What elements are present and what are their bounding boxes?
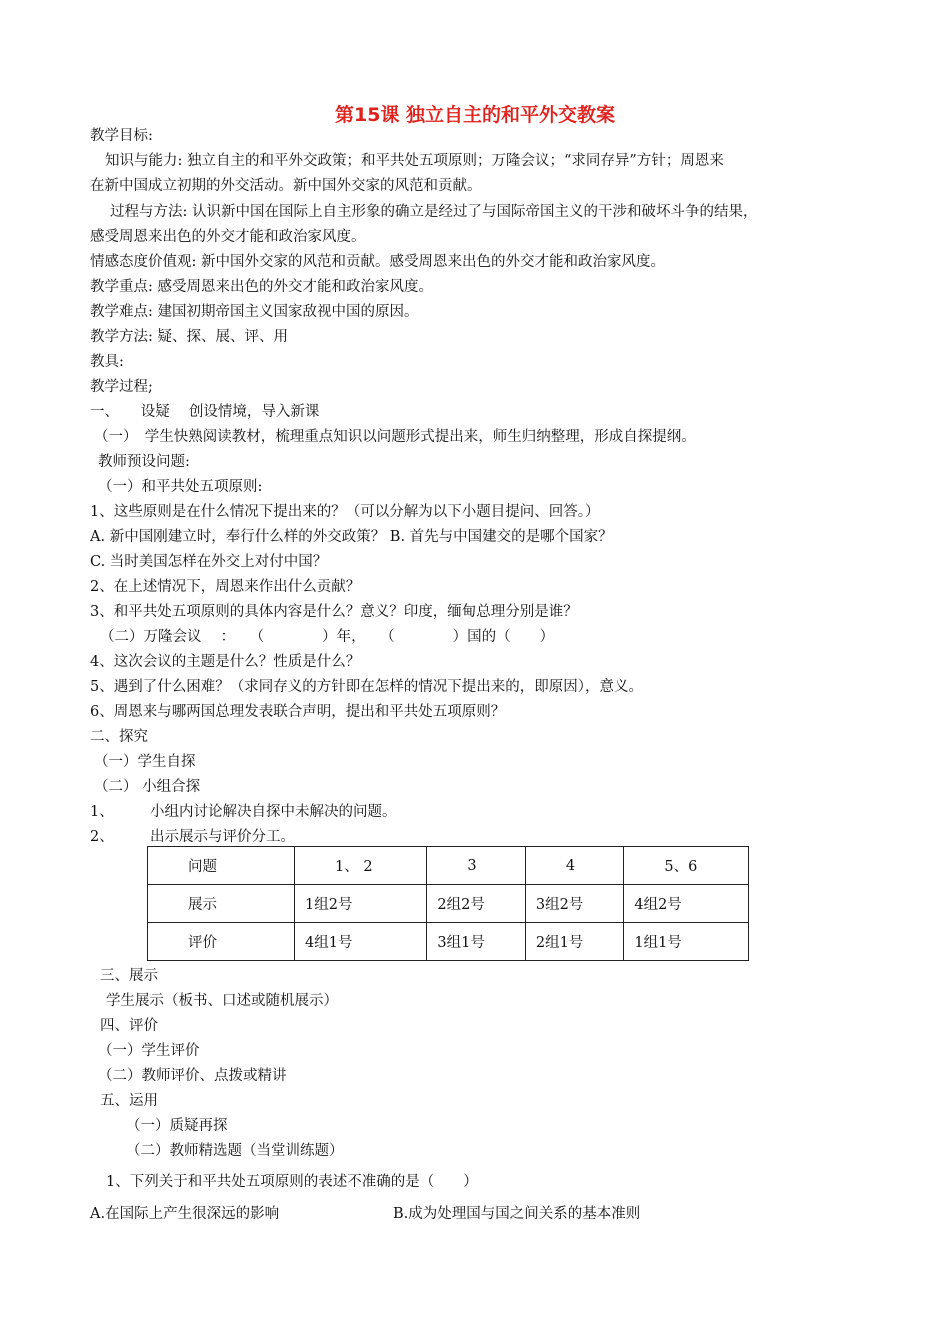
preset-questions: 教师预设问题: [98, 454, 190, 470]
table-cell: 1组1号 [624, 923, 749, 961]
question-1: 1、这些原则是在什么情况下提出来的？（可以分解为以下小题目提问、回答。） [90, 504, 600, 520]
section-4-heading: 四、评价 [100, 1018, 158, 1034]
section-1-heading: 一、 设疑 创设情境，导入新课 [90, 404, 320, 420]
teaching-method: 教学方法: 疑、探、展、评、用 [90, 329, 288, 345]
goals-heading: 教学目标: [90, 128, 153, 144]
section-2-group: （二） 小组合探 [94, 779, 201, 795]
goal-process: 过程与方法: 认识新中国在国际上自主形象的确立是经过了与国际帝国主义的干涉和破坏斗争的结果， [110, 204, 758, 220]
table-header-cell: 5、6 [624, 847, 749, 885]
question-5: 5、遇到了什么困难？（求同存义的方针即在怎样的情况下提出来的，即原因），意义。 [90, 679, 643, 695]
table-cell: 2组1号 [525, 923, 623, 961]
table-cell: 4组2号 [624, 885, 749, 923]
question-1-ab: A. 新中国刚建立时，奉行什么样的外交政策？ B. 首先与中国建交的是哪个国家？ [90, 529, 613, 545]
table-header-cell: 4 [525, 847, 623, 885]
table-header-cell: 问题 [148, 847, 295, 885]
section-2-item-1: 1、 小组内讨论解决自探中未解决的问题。 [90, 804, 397, 820]
section-5-exercises: （二）教师精选题（当堂训练题） [126, 1143, 344, 1159]
section-2-item-2: 2、 出示展示与评价分工。 [90, 829, 295, 845]
section-2-heading: 二、探究 [90, 729, 148, 745]
question-6: 6、周恩来与哪两国总理发表联合声明，提出和平共处五项原则？ [90, 704, 506, 720]
section-3-body: 学生展示（板书、口述或随机展示） [106, 993, 338, 1009]
goal-knowledge-cont: 在新中国成立初期的外交活动。新中国外交家的风范和贡献。 [90, 178, 482, 194]
table-cell: 1组2号 [295, 885, 427, 923]
question-4: 4、这次会议的主题是什么？性质是什么？ [90, 654, 361, 670]
section-2-self: （一）学生自探 [94, 754, 196, 770]
section-3-heading: 三、展示 [100, 968, 158, 984]
table-row [148, 923, 749, 961]
subsection-peace-principles: （一）和平共处五项原则: [98, 479, 263, 495]
exercise-1-option-a: A.在国际上产生很深远的影响 [90, 1206, 280, 1222]
subsection-bandung: （二）万隆会议 ： （ ）年， （ ）国的（ ） [100, 629, 555, 645]
exercise-1-option-b: B.成为处理国与国之间关系的基本准则 [393, 1206, 641, 1222]
key-point: 教学重点: 感受周恩来出色的外交才能和政治家风度。 [90, 279, 433, 295]
section-1-step-1: （一） 学生快熟阅读教材，梳理重点知识以问题形式提出来，师生归纳整理，形成自探提纲。 [94, 429, 696, 445]
table-cell: 2组2号 [427, 885, 525, 923]
table-cell: 3组1号 [427, 923, 525, 961]
question-1-c: C. 当时美国怎样在外交上对付中国？ [90, 554, 328, 570]
table-header-row [148, 847, 749, 885]
assignment-table [147, 846, 749, 961]
table-cell: 4组1号 [295, 923, 427, 961]
teaching-procedure: 教学过程; [90, 379, 153, 395]
table-cell: 展示 [148, 885, 295, 923]
teaching-tools: 教具: [90, 354, 124, 370]
section-4-teacher: （二）教师评价、点拨或精讲 [98, 1068, 287, 1084]
table-cell: 3组2号 [525, 885, 623, 923]
question-3: 3、和平共处五项原则的具体内容是什么？意义？印度，缅甸总理分别是谁？ [90, 604, 578, 620]
document-title: 第15课 独立自主的和平外交教案 [334, 104, 616, 126]
table-header-cell: 1、 2 [295, 847, 427, 885]
section-5-question: （一）质疑再探 [126, 1118, 228, 1134]
goal-process-cont: 感受周恩来出色的外交才能和政治家风度。 [90, 229, 366, 245]
table-row [148, 885, 749, 923]
section-5-heading: 五、运用 [100, 1093, 158, 1109]
question-2: 2、在上述情况下，周恩来作出什么贡献？ [90, 579, 361, 595]
exercise-1: 1、下列关于和平共处五项原则的表述不准确的是（ ） [106, 1174, 478, 1190]
section-4-student: （一）学生评价 [98, 1043, 200, 1059]
goal-emotion: 情感态度价值观: 新中国外交家的风范和贡献。感受周恩来出色的外交才能和政治家风度。 [90, 254, 665, 270]
goal-knowledge: 知识与能力: 独立自主的和平外交政策；和平共处五项原则；万隆会议；“求同存异”方针；周恩来 [105, 153, 724, 169]
table-header-cell: 3 [427, 847, 525, 885]
table-cell: 评价 [148, 923, 295, 961]
difficulty: 教学难点: 建国初期帝国主义国家敌视中国的原因。 [90, 304, 419, 320]
